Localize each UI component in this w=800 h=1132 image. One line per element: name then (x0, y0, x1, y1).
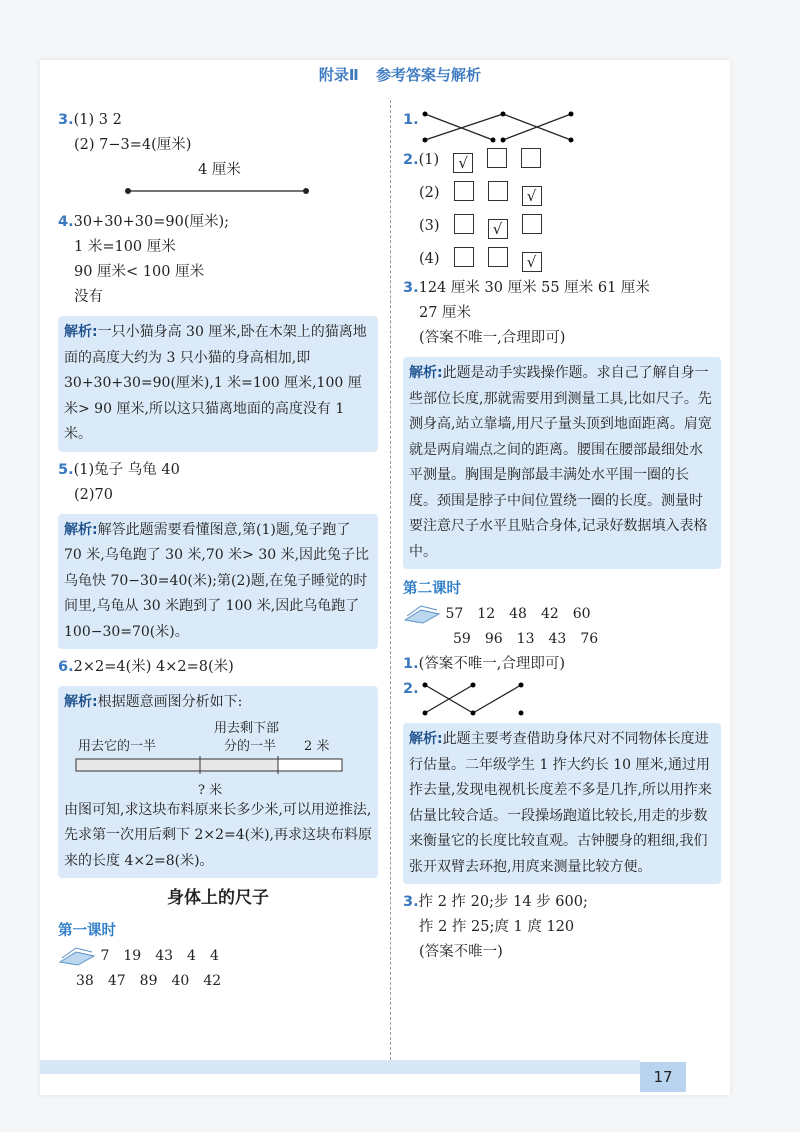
q4-line1: 4.30+30+30=90(厘米); (58, 214, 230, 230)
appendix-label: 附录Ⅱ (318, 66, 359, 84)
q3-line2: (2) 7−3=4(厘米) (74, 137, 192, 153)
page-header (0, 64, 800, 85)
matching-lines-1 (421, 110, 581, 144)
q4-line4: 没有 (74, 289, 103, 305)
matching-lines-2 (421, 681, 531, 717)
segment-label: 4 厘米 (198, 162, 241, 178)
right-column (403, 108, 721, 965)
segment-diagram (58, 183, 358, 201)
analysis-box-6: 解析:根据题意画图分析如下: 用去剩下部 用去它的一半 分的一半 2 米 ? 米 由图可知,求这块布料原来长多少米,可以用逆推法,先求第一次用后剩下 2×2=4(米),再求这块布料原来的长度 4×2=8(米)。 (58, 686, 378, 878)
r-q2-row4: (4) √ (403, 243, 721, 276)
checkbox (522, 214, 542, 234)
r-q2-row2: (2) √ (403, 177, 721, 210)
lesson-2-label: 第二课时 (403, 581, 461, 597)
lesson1-row2: 38 47 89 40 42 (76, 973, 222, 989)
diagram-label-used-half: 用去它的一半 (78, 738, 157, 754)
book-icon (403, 602, 441, 624)
q5-line2: (2)70 (74, 486, 113, 503)
lesson2-row2: 59 96 13 43 76 (453, 631, 599, 647)
checkbox (521, 148, 541, 168)
q4-line2: 1 米=100 厘米 (74, 239, 176, 255)
header-title: 参考答案与解析 (376, 66, 482, 84)
checkbox: √ (522, 186, 542, 206)
lesson1-row1: 7 19 43 4 4 (58, 944, 378, 969)
lesson2-row1: 57 12 48 42 60 (403, 602, 721, 627)
q3-line1: 3.(1) 3 2 (58, 112, 122, 128)
q4-line3: 90 厘米< 100 厘米 (74, 264, 205, 280)
checkbox (487, 148, 507, 168)
analysis-box-r2b: 解析:此题主要考查借助身体尺对不同物体长度进行估量。二年级学生 1 拃大约长 10 厘米,通过用拃去量,发现电视机长度差不多是几拃,所以用拃来估量比较合适。一段操场跑道比较长,用走的步数来衡量它的长度比较直观。古钟腰身的粗细,我们张开双臂去环抱,用庹来测量比较方便。 (403, 723, 721, 884)
left-column (58, 108, 378, 994)
analysis-6-text: 由图可知,求这块布料原来长多少米,可以用逆推法,先求第一次用后剩下 2×2=4(米),再求这块布料原来的长度 4×2=8(米)。 (64, 801, 373, 869)
r-q3b-line2: 拃 2 拃 25;庹 1 庹 120 (419, 919, 575, 935)
checkbox (488, 181, 508, 201)
r-q3b-line3: (答案不唯一) (419, 944, 503, 960)
section-title: 身体上的尺子 (167, 888, 269, 908)
q5-line1: 5.(1)兔子 乌龟 40 (58, 461, 180, 478)
r-q2-row1: 2.(1) √ (403, 144, 721, 177)
r-q2b: 2. (403, 677, 721, 717)
checkbox (488, 247, 508, 267)
r-q3-line3: (答案不唯一,合理即可) (419, 330, 566, 346)
r-q1b: 1.(答案不唯一,合理即可) (403, 656, 566, 672)
checkbox: √ (488, 219, 508, 239)
diagram-label-remain: 2 米 (304, 738, 330, 754)
r-q1: 1. (403, 108, 721, 144)
lesson-1-label: 第一课时 (58, 923, 116, 939)
book-icon (58, 944, 96, 966)
analysis-box-5: 解析:解答此题需要看懂图意,第(1)题,兔子跑了 70 米,乌龟跑了 30 米,70 米> 30 米,因此兔子比乌龟快 70−30=40(米);第(2)题,在兔子睡觉的时间里,乌龟从 30 米跑到了 100 米,因此乌龟跑了 100−30=70(米)。 (58, 514, 378, 650)
column-divider (390, 100, 391, 1060)
r-q2-row3: (3) √ (403, 210, 721, 243)
analysis-box-r3: 解析:此题是动手实践操作题。求自己了解自身一些部位长度,那就需要用到测量工具,比如尺子。先测身高,站立靠墙,用尺子量头顶到地面距离。肩宽就是两肩端点之间的距离。腰围在腰部最细处水平测量。胸围是胸部最丰满处水平围一圈的长度。颈围是脖子中间位置绕一圈的长度。测量时要注意尺子水平且贴合身体,记录好数据填入表格中。 (403, 357, 721, 569)
checkbox: √ (522, 252, 542, 272)
footer-bar (40, 1060, 640, 1074)
checkbox: √ (453, 153, 473, 173)
checkbox (454, 214, 474, 234)
cloth-diagram (64, 716, 372, 798)
analysis-box-4: 解析:一只小猫身高 30 厘米,卧在木架上的猫离地面的高度大约为 3 只小猫的身高相加,即 30+30+30=90(厘米),1 米=100 厘米,100 厘米> 90 厘米,所以这只猫离地面的高度没有 1 米。 (58, 316, 378, 452)
checkbox (454, 181, 474, 201)
diagram-label-total: ? 米 (198, 782, 223, 798)
diagram-label-used-rest-b: 分的一半 (224, 738, 277, 754)
q6-line1: 6.2×2=4(米) 4×2=8(米) (58, 659, 234, 675)
cloth-bar (74, 756, 354, 778)
checkbox (454, 247, 474, 267)
r-q3b-line1: 3.拃 2 拃 20;步 14 步 600; (403, 894, 588, 910)
page-number: 17 (640, 1062, 686, 1092)
r-q3-line1: 3.124 厘米 30 厘米 55 厘米 61 厘米 (403, 280, 650, 296)
r-q3-line2: 27 厘米 (419, 305, 472, 321)
diagram-label-used-rest-a: 用去剩下部 (214, 720, 280, 736)
